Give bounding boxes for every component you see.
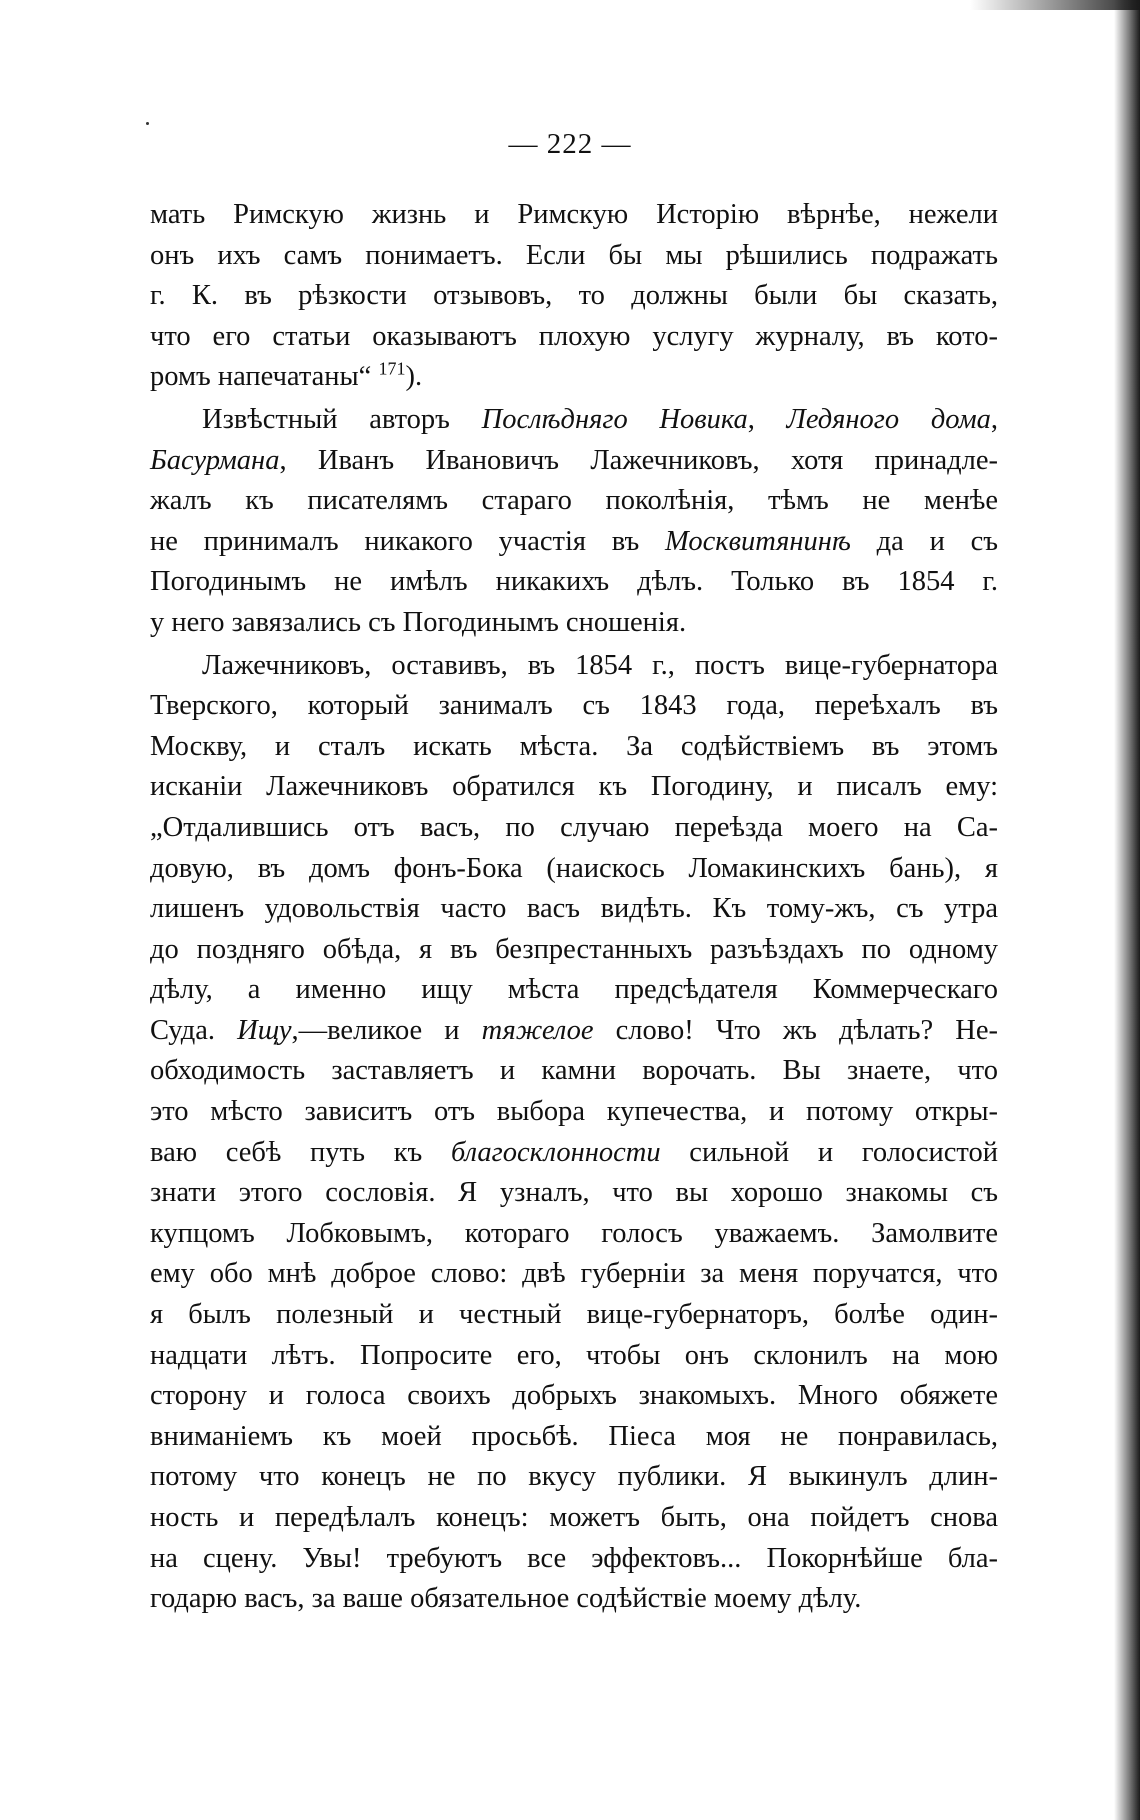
italic-title: Послѣдняго Новика <box>481 403 748 435</box>
paragraph <box>150 195 998 398</box>
text-line: ваю себѣ путь къ благосклонности сильной и голосистой <box>150 1136 999 1168</box>
text-line: годарю васъ, за ваше обязательное содѣйствіе моему дѣлу. <box>150 1583 862 1615</box>
text-line: Москву, и сталъ искать мѣста. За содѣйствіемъ въ этомъ <box>150 730 998 762</box>
text-line: что его статьи оказываютъ плохую услугу журналу, въ кото- <box>150 320 998 352</box>
text-line: сторону и голоса своихъ добрыхъ знакомыхъ. Много обяжете <box>150 1380 998 1412</box>
text-line: купцомъ Лобковымъ, котораго голосъ уважаемъ. Замолвите <box>150 1217 998 1249</box>
body-text <box>150 195 998 1620</box>
text-line: Басурмана, Иванъ Ивановичъ Лажечниковъ, хотя принадле- <box>150 444 998 476</box>
text-line: ность и передѣлалъ конецъ: можетъ быть, она пойдетъ снова <box>150 1502 998 1533</box>
text-line: вниманіемъ къ моей просьбѣ. Піеса моя не понравилась, <box>150 1420 998 1452</box>
text-line: знати этого сословія. Я узналъ, что вы хорошо знакомы съ <box>150 1177 998 1209</box>
text-line: „Отдалившись отъ васъ, по случаю переѣзда моего на Са- <box>150 811 998 843</box>
italic-title: Ищу <box>237 1014 292 1046</box>
scan-edge-shadow <box>1114 0 1140 1820</box>
text-line: г. К. въ рѣзкости отзывовъ, то должны были бы сказать, <box>150 280 998 312</box>
text-line: я былъ полезный и честный вице-губернаторъ, болѣе один- <box>150 1299 998 1331</box>
text-line: до поздняго обѣда, я въ безпрестанныхъ разъѣздахъ по одному <box>150 933 998 965</box>
italic-title: благосклонности <box>451 1136 661 1168</box>
text-line: Суда. Ищу,—великое и тяжелое слово! Что жъ дѣлать? Не- <box>150 1014 998 1046</box>
text-line: исканіи Лажечниковъ обратился къ Погодину, и писалъ ему: <box>150 771 998 803</box>
paragraph <box>150 400 998 644</box>
text-line: надцати лѣтъ. Попросите его, чтобы онъ склонилъ на мою <box>150 1339 998 1371</box>
text-line: Лажечниковъ, оставивъ, въ 1854 г., постъ вице-губернатора <box>202 649 998 681</box>
text-line: ромъ напечатаны“ $^{171}$). <box>150 358 423 393</box>
text-line: мать Римскую жизнь и Римскую Исторію вѣрнѣе, нежели <box>150 199 998 230</box>
scan-speck <box>146 122 149 125</box>
italic-title: Москвитянинѣ <box>665 525 851 557</box>
text-line: онъ ихъ самъ понимаетъ. Если бы мы рѣшились подражать <box>150 239 998 271</box>
footnote-ref: 171 <box>378 358 406 379</box>
text-line: жалъ къ писателямъ стараго поколѣнія, тѣмъ не менѣе <box>150 485 998 517</box>
text-line: обходимость заставляетъ и камни ворочать. Вы знаете, что <box>150 1055 998 1087</box>
italic-title: Ледяного дома <box>786 403 991 435</box>
text-line: Извѣстный авторъ Послѣдняго Новика, Ледяного дома, <box>202 403 999 435</box>
page-number: — 222 — <box>508 128 632 160</box>
text-line: потому что конецъ не по вкусу публики. Я выкинулъ длин- <box>150 1461 998 1493</box>
text-line: это мѣсто зависитъ отъ выбора купечества, и потому откры- <box>150 1096 998 1128</box>
text-line: на сцену. Увы! требуютъ все эффектовъ... Покорнѣйше бла- <box>150 1542 998 1574</box>
text-line: у него завязались съ Погодинымъ сношенія. <box>150 606 687 638</box>
text-line: Тверского, который занималъ съ 1843 года, переѣхалъ въ <box>150 690 998 722</box>
italic-title: Басурмана <box>150 444 280 476</box>
italic-title: тяжелое <box>481 1014 594 1046</box>
paragraph <box>150 646 998 1620</box>
text-line: ему обо мнѣ доброе слово: двѣ губерніи за меня поручатся, что <box>150 1258 998 1290</box>
text-line: Погодинымъ не имѣлъ никакихъ дѣлъ. Только въ 1854 г. <box>150 566 998 598</box>
text-line: довую, въ домъ фонъ-Бока (наискось Ломакинскихъ бань), я <box>150 852 998 884</box>
text-line: лишенъ удовольствія часто васъ видѣть. Къ тому-жъ, съ утра <box>150 893 998 925</box>
text-line: дѣлу, а именно ищу мѣста предсѣдателя Коммерческаго <box>150 974 998 1006</box>
text-line: не принималъ никакого участія въ Москвитянинѣ да и съ <box>150 525 998 557</box>
